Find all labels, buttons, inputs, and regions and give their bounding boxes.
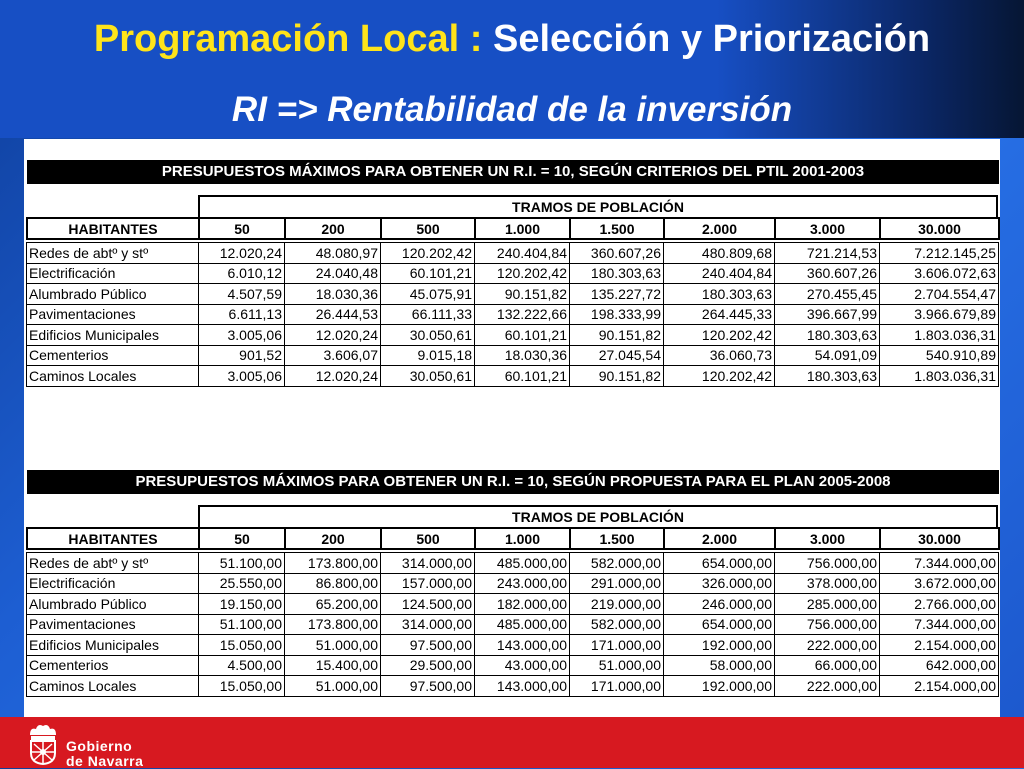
table-row	[27, 243, 999, 264]
table-cell: 120.202,42	[475, 263, 570, 284]
row-label: Redes de abtº y stº	[27, 553, 199, 574]
table-cell: 171.000,00	[570, 635, 664, 656]
table-row	[27, 676, 999, 697]
table-cell: 654.000,00	[664, 553, 775, 574]
table-cell: 314.000,00	[381, 614, 475, 635]
table-row	[27, 366, 999, 387]
table-cell: 180.303,63	[664, 284, 775, 305]
table-row	[27, 284, 999, 305]
table-cell: 721.214,53	[775, 243, 880, 264]
table-cell: 4.507,59	[199, 284, 285, 305]
table1-tramos	[198, 195, 998, 219]
table-cell: 246.000,00	[664, 594, 775, 615]
table2-row-header: HABITANTES	[27, 528, 199, 549]
table2-col-header: 500	[381, 528, 475, 549]
table1-col-header: 200	[285, 218, 381, 239]
table-cell: 360.607,26	[775, 263, 880, 284]
table-cell: 58.000,00	[664, 655, 775, 676]
table1-header-row	[26, 217, 1000, 240]
table-cell: 25.550,00	[199, 573, 285, 594]
table-cell: 285.000,00	[775, 594, 880, 615]
table-cell: 7.344.000,00	[880, 553, 999, 574]
table-cell: 173.800,00	[285, 553, 381, 574]
page-subtitle: RI => Rentabilidad de la inversión	[231, 90, 793, 129]
title-highlight: Programación Local :	[93, 18, 483, 60]
table-cell: 90.151,82	[570, 366, 664, 387]
table-cell: 192.000,00	[664, 635, 775, 656]
table-cell: 314.000,00	[381, 553, 475, 574]
row-label: Cementerios	[27, 655, 199, 676]
table-cell: 15.400,00	[285, 655, 381, 676]
table-cell: 171.000,00	[570, 676, 664, 697]
table-cell: 2.704.554,47	[880, 284, 999, 305]
table-cell: 29.500,00	[381, 655, 475, 676]
table-cell: 6.010,12	[199, 263, 285, 284]
title-main: Selección y Priorización	[492, 18, 931, 60]
table-cell: 756.000,00	[775, 553, 880, 574]
table-cell: 180.303,63	[570, 263, 664, 284]
table-cell: 86.800,00	[285, 573, 381, 594]
table-cell: 540.910,89	[880, 345, 999, 366]
row-label: Alumbrado Público	[27, 284, 199, 305]
table1-row-header: HABITANTES	[27, 218, 199, 239]
table2-col-header: 1.000	[475, 528, 570, 549]
table-cell: 756.000,00	[775, 614, 880, 635]
row-label: Edificios Municipales	[27, 325, 199, 346]
footer-bar	[0, 717, 1024, 768]
table-cell: 222.000,00	[775, 676, 880, 697]
logo-line-1: Gobierno	[66, 738, 133, 754]
table2-col-header: 200	[285, 528, 381, 549]
table-cell: 51.000,00	[285, 676, 381, 697]
table-cell: 12.020,24	[199, 243, 285, 264]
table-cell: 3.672.000,00	[880, 573, 999, 594]
row-label: Pavimentaciones	[27, 304, 199, 325]
table-cell: 132.222,66	[475, 304, 570, 325]
table-cell: 654.000,00	[664, 614, 775, 635]
row-label: Electrificación	[27, 573, 199, 594]
table-cell: 60.101,21	[475, 366, 570, 387]
table-row	[27, 263, 999, 284]
table-cell: 582.000,00	[570, 553, 664, 574]
table-cell: 18.030,36	[475, 345, 570, 366]
table-cell: 1.803.036,31	[880, 366, 999, 387]
table-cell: 243.000,00	[475, 573, 570, 594]
table-cell: 15.050,00	[199, 635, 285, 656]
table-cell: 7.212.145,25	[880, 243, 999, 264]
table-row	[27, 635, 999, 656]
table-cell: 2.766.000,00	[880, 594, 999, 615]
table-cell: 124.500,00	[381, 594, 475, 615]
row-label: Pavimentaciones	[27, 614, 199, 635]
table-row	[27, 345, 999, 366]
table-cell: 378.000,00	[775, 573, 880, 594]
table2-col-header: 2.000	[664, 528, 775, 549]
table-cell: 135.227,72	[570, 284, 664, 305]
table2-data	[26, 552, 999, 697]
table-cell: 480.809,68	[664, 243, 775, 264]
row-label: Electrificación	[27, 263, 199, 284]
table-cell: 120.202,42	[664, 325, 775, 346]
table-cell: 97.500,00	[381, 635, 475, 656]
table-cell: 45.075,91	[381, 284, 475, 305]
table-cell: 60.101,21	[475, 325, 570, 346]
logo-line-2: de Navarra	[66, 753, 144, 769]
table-cell: 3.606,07	[285, 345, 381, 366]
table-cell: 264.445,33	[664, 304, 775, 325]
table-cell: 485.000,00	[475, 553, 570, 574]
table-cell: 901,52	[199, 345, 285, 366]
table-cell: 9.015,18	[381, 345, 475, 366]
table-row	[27, 573, 999, 594]
table-cell: 19.150,00	[199, 594, 285, 615]
table1-col-header: 30.000	[880, 218, 999, 239]
table-cell: 3.966.679,89	[880, 304, 999, 325]
table-cell: 173.800,00	[285, 614, 381, 635]
table-cell: 3.606.072,63	[880, 263, 999, 284]
table1-col-header: 3.000	[775, 218, 880, 239]
table-cell: 120.202,42	[664, 366, 775, 387]
table-cell: 51.000,00	[285, 635, 381, 656]
table-cell: 143.000,00	[475, 635, 570, 656]
table-cell: 240.404,84	[475, 243, 570, 264]
table-cell: 12.020,24	[285, 325, 381, 346]
table2-tramos-label: TRAMOS DE POBLACIÓN	[199, 506, 997, 528]
row-label: Alumbrado Público	[27, 594, 199, 615]
table-cell: 360.607,26	[570, 243, 664, 264]
table1-col-header: 500	[381, 218, 475, 239]
table-cell: 90.151,82	[475, 284, 570, 305]
table-cell: 15.050,00	[199, 676, 285, 697]
table-cell: 97.500,00	[381, 676, 475, 697]
table-cell: 18.030,36	[285, 284, 381, 305]
table-cell: 65.200,00	[285, 594, 381, 615]
table2-col-header: 1.500	[570, 528, 664, 549]
table1-col-header: 50	[199, 218, 285, 239]
table-cell: 60.101,21	[381, 263, 475, 284]
table-cell: 120.202,42	[381, 243, 475, 264]
table-cell: 180.303,63	[775, 325, 880, 346]
table1-col-header: 1.000	[475, 218, 570, 239]
table-cell: 291.000,00	[570, 573, 664, 594]
table-cell: 24.040,48	[285, 263, 381, 284]
table-cell: 396.667,99	[775, 304, 880, 325]
table2-header-row	[26, 527, 1000, 550]
table-cell: 192.000,00	[664, 676, 775, 697]
table-cell: 7.344.000,00	[880, 614, 999, 635]
table-cell: 43.000,00	[475, 655, 570, 676]
row-label: Caminos Locales	[27, 676, 199, 697]
table-cell: 30.050,61	[381, 325, 475, 346]
table-cell: 66.000,00	[775, 655, 880, 676]
table-cell: 270.455,45	[775, 284, 880, 305]
table-cell: 485.000,00	[475, 614, 570, 635]
table-row	[27, 325, 999, 346]
table2-col-header: 30.000	[880, 528, 999, 549]
table2-caption: PRESUPUESTOS MÁXIMOS PARA OBTENER UN R.I. = 10, SEGÚN PROPUESTA PARA EL PLAN 2005-2008	[27, 470, 999, 494]
table-cell: 326.000,00	[664, 573, 775, 594]
table-row	[27, 614, 999, 635]
table2-tramos	[198, 505, 998, 529]
table1-tramos-label: TRAMOS DE POBLACIÓN	[199, 196, 997, 218]
table-cell: 30.050,61	[381, 366, 475, 387]
table-cell: 198.333,99	[570, 304, 664, 325]
table-cell: 642.000,00	[880, 655, 999, 676]
page-title	[0, 18, 1024, 61]
table-row	[27, 304, 999, 325]
row-label: Cementerios	[27, 345, 199, 366]
table-cell: 222.000,00	[775, 635, 880, 656]
table1-col-header: 2.000	[664, 218, 775, 239]
table-cell: 1.803.036,31	[880, 325, 999, 346]
table-cell: 157.000,00	[381, 573, 475, 594]
table-cell: 51.000,00	[570, 655, 664, 676]
table-cell: 3.005,06	[199, 325, 285, 346]
table-cell: 182.000,00	[475, 594, 570, 615]
table-cell: 2.154.000,00	[880, 676, 999, 697]
table-cell: 180.303,63	[775, 366, 880, 387]
table-cell: 90.151,82	[570, 325, 664, 346]
table1-data	[26, 242, 999, 387]
table-cell: 26.444,53	[285, 304, 381, 325]
table-cell: 582.000,00	[570, 614, 664, 635]
row-label: Caminos Locales	[27, 366, 199, 387]
table-cell: 143.000,00	[475, 676, 570, 697]
table-cell: 6.611,13	[199, 304, 285, 325]
content-panel	[24, 139, 1000, 717]
table-cell: 4.500,00	[199, 655, 285, 676]
row-label: Edificios Municipales	[27, 635, 199, 656]
table-cell: 2.154.000,00	[880, 635, 999, 656]
table-cell: 240.404,84	[664, 263, 775, 284]
table-cell: 66.111,33	[381, 304, 475, 325]
table-cell: 12.020,24	[285, 366, 381, 387]
table-cell: 3.005,06	[199, 366, 285, 387]
table-cell: 36.060,73	[664, 345, 775, 366]
table-cell: 54.091,09	[775, 345, 880, 366]
table1-col-header: 1.500	[570, 218, 664, 239]
table-cell: 51.100,00	[199, 614, 285, 635]
table1-caption: PRESUPUESTOS MÁXIMOS PARA OBTENER UN R.I. = 10, SEGÚN CRITERIOS DEL PTIL 2001-2003	[27, 160, 999, 184]
table-cell: 51.100,00	[199, 553, 285, 574]
table-cell: 48.080,97	[285, 243, 381, 264]
table2-col-header: 3.000	[775, 528, 880, 549]
footer-logo-text	[66, 739, 143, 769]
table-cell: 219.000,00	[570, 594, 664, 615]
table-cell: 27.045,54	[570, 345, 664, 366]
row-label: Redes de abtº y stº	[27, 243, 199, 264]
table-row	[27, 655, 999, 676]
table2-col-header: 50	[199, 528, 285, 549]
navarra-coat-of-arms-icon	[26, 723, 60, 765]
table-row	[27, 553, 999, 574]
table-row	[27, 594, 999, 615]
